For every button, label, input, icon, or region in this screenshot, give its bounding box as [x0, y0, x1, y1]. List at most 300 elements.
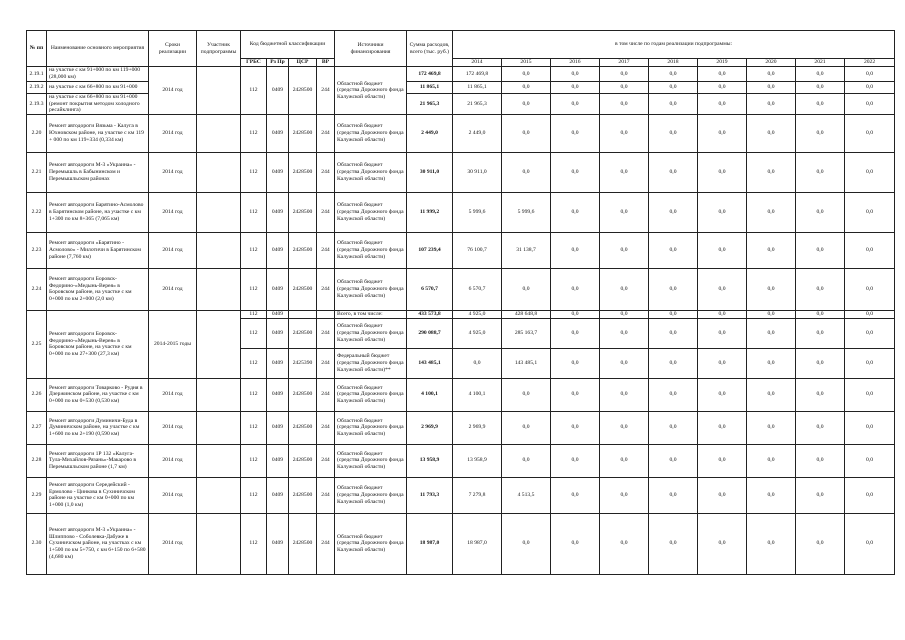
- row-year-value: 2 969,9: [453, 411, 502, 444]
- row-year-value: 0,0: [600, 477, 649, 513]
- header-csr: ЦСР: [289, 59, 317, 67]
- document-page: [26, 30, 894, 575]
- row-year-value: 0,0: [747, 268, 796, 310]
- row-year-value: 13 958,9: [453, 444, 502, 477]
- header-year-2018: 2018: [649, 59, 698, 67]
- row-year-value: 0,0: [796, 67, 845, 82]
- row-year-value: 0,0: [747, 318, 796, 348]
- row-year-value: 0,0: [796, 114, 845, 152]
- row-vr: 244: [317, 378, 335, 411]
- row-source: Всего, в том числе:: [335, 310, 407, 318]
- row-year-value: 0,0: [502, 513, 551, 574]
- row-period: 2014 год: [149, 444, 197, 477]
- row-total: 2 969,9: [407, 411, 453, 444]
- row-grbs: 112: [241, 232, 267, 268]
- row-year-value: 0,0: [600, 268, 649, 310]
- row-year-value: 143 485,1: [502, 348, 551, 378]
- row-year-value: 0,0: [502, 444, 551, 477]
- row-name: Ремонт автодороги Боровск-Федорино-«Медынь-Верея» в Боровском районе, на участке с км 0+000 по км 27+300 (27,3 км): [47, 310, 149, 378]
- row-participant: [197, 192, 241, 232]
- row-year-value: 0,0: [698, 477, 747, 513]
- row-period: 2014 год: [149, 477, 197, 513]
- row-period: 2014 год: [149, 378, 197, 411]
- row-total: 11 999,2: [407, 192, 453, 232]
- row-year-value: 0,0: [502, 411, 551, 444]
- header-budget-code: Код бюджетной классификации: [241, 31, 335, 59]
- row-name: Ремонт автодороги Боровск-Федорино-«Медынь-Верея» в Боровском районе, на участке с км 0+000 по км 2+000 (2,0 км): [47, 268, 149, 310]
- row-year-value: 0,0: [600, 444, 649, 477]
- row-number: 2.28: [27, 444, 47, 477]
- row-grbs: 112: [241, 477, 267, 513]
- row-source: Областной бюджет (средства Дорожного фонда Калужской области): [335, 152, 407, 192]
- row-period: 2014 год: [149, 268, 197, 310]
- row-total: 433 573,8: [407, 310, 453, 318]
- row-rzpr: 0409: [267, 152, 289, 192]
- row-year-value: 0,0: [698, 348, 747, 378]
- row-year-value: 0,0: [649, 411, 698, 444]
- row-year-value: 0,0: [649, 232, 698, 268]
- row-year-value: 0,0: [796, 411, 845, 444]
- row-number: 2.19.1: [27, 67, 47, 82]
- row-total: 11 793,3: [407, 477, 453, 513]
- row-year-value: 0,0: [649, 378, 698, 411]
- row-year-value: 172 469,8: [453, 67, 502, 82]
- header-by-year: в том числе по годам реализации подпрограммы:: [453, 31, 895, 59]
- row-year-value: 0,0: [796, 348, 845, 378]
- row-year-value: 0,0: [698, 318, 747, 348]
- row-year-value: 0,0: [698, 114, 747, 152]
- row-year-value: 0,0: [796, 310, 845, 318]
- row-year-value: 0,0: [747, 192, 796, 232]
- row-year-value: 11 865,1: [453, 82, 502, 94]
- row-participant: [197, 310, 241, 378]
- table-row: [27, 67, 895, 82]
- row-period: 2014 год: [149, 67, 197, 115]
- row-year-value: 0,0: [600, 114, 649, 152]
- row-grbs: 112: [241, 152, 267, 192]
- row-year-value: 0,0: [698, 513, 747, 574]
- row-name: на участке с км 91+000 по км 119+000 (28,000 км): [47, 67, 149, 82]
- table-row: [27, 477, 895, 513]
- row-year-value: 0,0: [845, 67, 895, 82]
- row-year-value: 0,0: [845, 152, 895, 192]
- row-year-value: 0,0: [747, 444, 796, 477]
- header-row: [27, 31, 895, 59]
- row-total: 2 449,0: [407, 114, 453, 152]
- header-sum: Сумма расходов, всего (тыс. руб.): [407, 31, 453, 67]
- row-csr: 2428500: [289, 378, 317, 411]
- row-year-value: 0,0: [698, 378, 747, 411]
- row-number: 2.27: [27, 411, 47, 444]
- row-total: 172 469,8: [407, 67, 453, 82]
- row-rzpr: 0409: [267, 232, 289, 268]
- row-year-value: 0,0: [796, 318, 845, 348]
- row-year-value: 4 925,0: [453, 318, 502, 348]
- row-year-value: 0,0: [747, 348, 796, 378]
- row-participant: [197, 411, 241, 444]
- table-row: [27, 192, 895, 232]
- row-total: 6 570,7: [407, 268, 453, 310]
- row-participant: [197, 513, 241, 574]
- row-year-value: 0,0: [845, 82, 895, 94]
- row-csr: 2428500: [289, 411, 317, 444]
- header-year-2014: 2014: [453, 59, 502, 67]
- row-year-value: 0,0: [796, 192, 845, 232]
- row-total: 4 100,1: [407, 378, 453, 411]
- row-grbs: 112: [241, 411, 267, 444]
- row-csr: 2428500: [289, 67, 317, 115]
- row-year-value: 0,0: [747, 513, 796, 574]
- row-year-value: 0,0: [600, 411, 649, 444]
- row-vr: 244: [317, 411, 335, 444]
- row-year-value: 4 100,1: [453, 378, 502, 411]
- row-vr: 244: [317, 477, 335, 513]
- row-year-value: 0,0: [502, 82, 551, 94]
- row-period: 2014-2015 годы: [149, 310, 197, 378]
- row-number: 2.19.2: [27, 82, 47, 94]
- row-name: Ремонт автодороги М-3 «Украина» - Перемышль в Бабынинском и Перемышльском районах: [47, 152, 149, 192]
- table-row: [27, 444, 895, 477]
- header-year-2017: 2017: [600, 59, 649, 67]
- row-source: Областной бюджет (средства Дорожного фонда Калужской области): [335, 114, 407, 152]
- row-year-value: 0,0: [845, 232, 895, 268]
- row-year-value: 0,0: [747, 411, 796, 444]
- row-year-value: 0,0: [845, 411, 895, 444]
- row-name: Ремонт автодороги «Барятино - Асмолово» - Милотичи в Барятинском районе (7,760 км): [47, 232, 149, 268]
- row-participant: [197, 378, 241, 411]
- row-year-value: 4 925,0: [453, 310, 502, 318]
- row-total: 290 088,7: [407, 318, 453, 348]
- row-number: 2.26: [27, 378, 47, 411]
- table-row: [27, 268, 895, 310]
- header-grbs: ГРБС: [241, 59, 267, 67]
- row-participant: [197, 477, 241, 513]
- table-row: [27, 310, 895, 318]
- row-name: Ремонт автодороги Барятино-Асмолово в Барятинском районе, на участке с км 1+300 по км 8+365 (7,065 км): [47, 192, 149, 232]
- row-grbs: 112: [241, 192, 267, 232]
- row-year-value: 18 987,0: [453, 513, 502, 574]
- row-year-value: 0,0: [649, 114, 698, 152]
- row-number: 2.22: [27, 192, 47, 232]
- row-year-value: 0,0: [551, 192, 600, 232]
- row-grbs: 112: [241, 378, 267, 411]
- row-year-value: 0,0: [551, 152, 600, 192]
- row-grbs: 112: [241, 513, 267, 574]
- row-year-value: 0,0: [649, 152, 698, 192]
- row-year-value: 0,0: [649, 192, 698, 232]
- row-number: 2.25: [27, 310, 47, 378]
- row-csr: 2428500: [289, 268, 317, 310]
- table-row: [27, 114, 895, 152]
- row-participant: [197, 114, 241, 152]
- row-participant: [197, 67, 241, 115]
- row-year-value: 0,0: [649, 318, 698, 348]
- row-year-value: 0,0: [796, 94, 845, 115]
- row-year-value: 0,0: [698, 310, 747, 318]
- row-year-value: 0,0: [747, 378, 796, 411]
- row-vr: 244: [317, 348, 335, 378]
- table-row: [27, 378, 895, 411]
- row-year-value: 0,0: [649, 310, 698, 318]
- row-year-value: 2 449,0: [453, 114, 502, 152]
- row-year-value: 0,0: [796, 513, 845, 574]
- row-total: 30 911,0: [407, 152, 453, 192]
- row-vr: 244: [317, 268, 335, 310]
- row-year-value: 7 279,8: [453, 477, 502, 513]
- row-rzpr: 0409: [267, 513, 289, 574]
- row-period: 2014 год: [149, 513, 197, 574]
- row-total: 21 965,3: [407, 94, 453, 115]
- row-source: Областной бюджет (средства Дорожного фонда Калужской области): [335, 192, 407, 232]
- row-year-value: 0,0: [551, 477, 600, 513]
- row-rzpr: 0409: [267, 444, 289, 477]
- row-participant: [197, 152, 241, 192]
- row-year-value: 0,0: [649, 67, 698, 82]
- row-year-value: 0,0: [796, 378, 845, 411]
- row-participant: [197, 268, 241, 310]
- row-year-value: 0,0: [845, 114, 895, 152]
- row-csr: 2428500: [289, 192, 317, 232]
- table-row: [27, 232, 895, 268]
- row-year-value: 0,0: [600, 67, 649, 82]
- row-year-value: 30 911,0: [453, 152, 502, 192]
- row-source: Областной бюджет (средства Дорожного фонда Калужской области): [335, 268, 407, 310]
- row-year-value: 0,0: [600, 82, 649, 94]
- row-year-value: 285 163,7: [502, 318, 551, 348]
- row-year-value: 0,0: [600, 378, 649, 411]
- table-body: [27, 31, 895, 575]
- row-year-value: 4 513,5: [502, 477, 551, 513]
- row-year-value: 0,0: [551, 348, 600, 378]
- row-year-value: 0,0: [845, 192, 895, 232]
- header-year-2021: 2021: [796, 59, 845, 67]
- row-grbs: 112: [241, 348, 267, 378]
- row-year-value: 21 965,3: [453, 94, 502, 115]
- row-period: 2014 год: [149, 232, 197, 268]
- row-vr: 244: [317, 67, 335, 115]
- header-year-2019: 2019: [698, 59, 747, 67]
- row-year-value: 0,0: [698, 82, 747, 94]
- row-rzpr: 0409: [267, 348, 289, 378]
- row-number: 2.21: [27, 152, 47, 192]
- row-year-value: 0,0: [845, 378, 895, 411]
- row-year-value: 0,0: [796, 268, 845, 310]
- row-year-value: 0,0: [649, 82, 698, 94]
- row-year-value: 0,0: [796, 82, 845, 94]
- row-rzpr: 0409: [267, 318, 289, 348]
- row-name: на участке с км 66+800 по км 91+000 (ремонт покрытия методом холодного ресайклинга): [47, 94, 149, 115]
- row-year-value: 0,0: [747, 67, 796, 82]
- row-year-value: 0,0: [551, 114, 600, 152]
- row-year-value: 0,0: [502, 268, 551, 310]
- row-year-value: 0,0: [600, 94, 649, 115]
- row-csr: 2428500: [289, 318, 317, 348]
- header-rzpr: Рз Пр: [267, 59, 289, 67]
- row-grbs: 112: [241, 310, 267, 318]
- row-rzpr: 0409: [267, 192, 289, 232]
- row-total: 143 485,1: [407, 348, 453, 378]
- row-year-value: 0,0: [698, 192, 747, 232]
- row-year-value: 0,0: [551, 378, 600, 411]
- row-year-value: 0,0: [600, 513, 649, 574]
- row-period: 2014 год: [149, 411, 197, 444]
- row-year-value: 0,0: [698, 67, 747, 82]
- row-year-value: 0,0: [845, 94, 895, 115]
- row-period: 2014 год: [149, 114, 197, 152]
- row-rzpr: 0409: [267, 268, 289, 310]
- row-vr: 244: [317, 114, 335, 152]
- row-source: Областной бюджет (средства Дорожного фонда Калужской области): [335, 318, 407, 348]
- row-rzpr: 0409: [267, 310, 289, 318]
- row-grbs: 112: [241, 318, 267, 348]
- row-name: Ремонт автодороги Вязьма - Калуга в Юхновском районе, на участке с км 119 + 000 по км 119+334 (0,334 км): [47, 114, 149, 152]
- row-year-value: 0,0: [649, 94, 698, 115]
- row-vr: 244: [317, 513, 335, 574]
- row-vr: 244: [317, 444, 335, 477]
- row-total: 18 987,0: [407, 513, 453, 574]
- header-source: Источники финансирования: [335, 31, 407, 67]
- row-grbs: 112: [241, 114, 267, 152]
- row-name: на участке с км 66+800 по км 91+000: [47, 82, 149, 94]
- row-year-value: 76 100,7: [453, 232, 502, 268]
- row-year-value: 0,0: [551, 268, 600, 310]
- row-source: Областной бюджет (средства Дорожного фонда Калужской области): [335, 67, 407, 115]
- row-participant: [197, 444, 241, 477]
- row-year-value: 0,0: [649, 348, 698, 378]
- row-year-value: 0,0: [698, 268, 747, 310]
- header-vr: ВР: [317, 59, 335, 67]
- row-rzpr: 0409: [267, 477, 289, 513]
- row-year-value: 0,0: [600, 152, 649, 192]
- header-year-2015: 2015: [502, 59, 551, 67]
- row-csr: 2428500: [289, 477, 317, 513]
- row-name: Ремонт автодороги Товарково - Рудня в Дзержинском районе, на участке с км 0+000 по км 0+530 (0,530 км): [47, 378, 149, 411]
- row-year-value: 0,0: [845, 348, 895, 378]
- row-number: 2.30: [27, 513, 47, 574]
- row-vr: 244: [317, 232, 335, 268]
- row-year-value: 0,0: [453, 348, 502, 378]
- row-year-value: 0,0: [502, 152, 551, 192]
- row-year-value: 0,0: [845, 310, 895, 318]
- row-number: 2.23: [27, 232, 47, 268]
- row-year-value: 0,0: [698, 232, 747, 268]
- row-name: Ремонт автодороги Середейский - Ермолово - Цинкова в Сухиничском районе на участке с км 0+000 по км 1+000 (1,0 км): [47, 477, 149, 513]
- row-vr: 244: [317, 318, 335, 348]
- row-total: 13 958,9: [407, 444, 453, 477]
- row-year-value: 0,0: [845, 268, 895, 310]
- table-row: [27, 411, 895, 444]
- program-table: [26, 30, 895, 575]
- row-year-value: 0,0: [796, 477, 845, 513]
- row-year-value: 0,0: [698, 411, 747, 444]
- row-year-value: 0,0: [747, 82, 796, 94]
- row-vr: 244: [317, 192, 335, 232]
- row-year-value: 0,0: [551, 94, 600, 115]
- row-grbs: 112: [241, 67, 267, 115]
- row-year-value: 0,0: [551, 318, 600, 348]
- row-year-value: 0,0: [649, 444, 698, 477]
- row-year-value: 0,0: [747, 114, 796, 152]
- row-source: Областной бюджет (средства Дорожного фонда Калужской области): [335, 411, 407, 444]
- row-year-value: 0,0: [551, 82, 600, 94]
- row-total: 11 865,1: [407, 82, 453, 94]
- row-csr: 2428500: [289, 152, 317, 192]
- row-year-value: 0,0: [551, 232, 600, 268]
- row-year-value: 0,0: [747, 232, 796, 268]
- row-csr: 2428500: [289, 232, 317, 268]
- row-year-value: 0,0: [796, 232, 845, 268]
- row-csr: 2428500: [289, 444, 317, 477]
- header-name: Наименование основного мероприятия: [47, 31, 149, 67]
- row-csr: 2428500: [289, 513, 317, 574]
- row-number: 2.19.3: [27, 94, 47, 115]
- row-source: Федеральный бюджет (средства Дорожного фонда Калужской области)**: [335, 348, 407, 378]
- row-csr: 2425390: [289, 348, 317, 378]
- row-year-value: 0,0: [502, 67, 551, 82]
- row-total: 107 239,4: [407, 232, 453, 268]
- row-year-value: 0,0: [698, 444, 747, 477]
- row-rzpr: 0409: [267, 411, 289, 444]
- row-year-value: 5 999,6: [502, 192, 551, 232]
- row-year-value: 0,0: [698, 94, 747, 115]
- row-year-value: 0,0: [502, 114, 551, 152]
- header-year-2020: 2020: [747, 59, 796, 67]
- header-year-2022: 2022: [845, 59, 895, 67]
- row-year-value: 0,0: [600, 310, 649, 318]
- row-year-value: 0,0: [649, 268, 698, 310]
- row-year-value: 0,0: [502, 378, 551, 411]
- row-name: Ремонт автодороги М-3 «Украина» - Шлиппово - Соболевка-Дабуже в Сухиничском районе, на участках с км 1+500 по км 5+750, с км 6+150 по 6+580 (4,680 км): [47, 513, 149, 574]
- row-rzpr: 0409: [267, 378, 289, 411]
- row-year-value: 0,0: [747, 152, 796, 192]
- row-vr: [317, 310, 335, 318]
- row-rzpr: 0409: [267, 114, 289, 152]
- row-year-value: 428 648,8: [502, 310, 551, 318]
- row-source: Областной бюджет (средства Дорожного фонда Калужской области): [335, 378, 407, 411]
- table-row: [27, 513, 895, 574]
- row-csr: [289, 310, 317, 318]
- row-period: 2014 год: [149, 152, 197, 192]
- row-rzpr: 0409: [267, 67, 289, 115]
- row-year-value: 0,0: [845, 513, 895, 574]
- row-year-value: 0,0: [796, 152, 845, 192]
- row-period: 2014 год: [149, 192, 197, 232]
- row-year-value: 0,0: [551, 411, 600, 444]
- row-year-value: 0,0: [747, 477, 796, 513]
- row-year-value: 0,0: [600, 232, 649, 268]
- table-row: [27, 152, 895, 192]
- header-num: № пп: [27, 31, 47, 67]
- row-year-value: 0,0: [551, 444, 600, 477]
- row-year-value: 0,0: [747, 310, 796, 318]
- row-number: 2.20: [27, 114, 47, 152]
- row-source: Областной бюджет (средства Дорожного фонда Калужской области): [335, 232, 407, 268]
- row-year-value: 0,0: [649, 477, 698, 513]
- row-number: 2.29: [27, 477, 47, 513]
- row-grbs: 112: [241, 268, 267, 310]
- row-year-value: 0,0: [600, 348, 649, 378]
- row-year-value: 0,0: [845, 444, 895, 477]
- row-year-value: 0,0: [600, 318, 649, 348]
- row-year-value: 0,0: [502, 94, 551, 115]
- row-year-value: 0,0: [649, 513, 698, 574]
- row-year-value: 0,0: [551, 513, 600, 574]
- row-year-value: 0,0: [551, 310, 600, 318]
- row-year-value: 6 570,7: [453, 268, 502, 310]
- row-participant: [197, 232, 241, 268]
- row-year-value: 0,0: [796, 444, 845, 477]
- row-grbs: 112: [241, 444, 267, 477]
